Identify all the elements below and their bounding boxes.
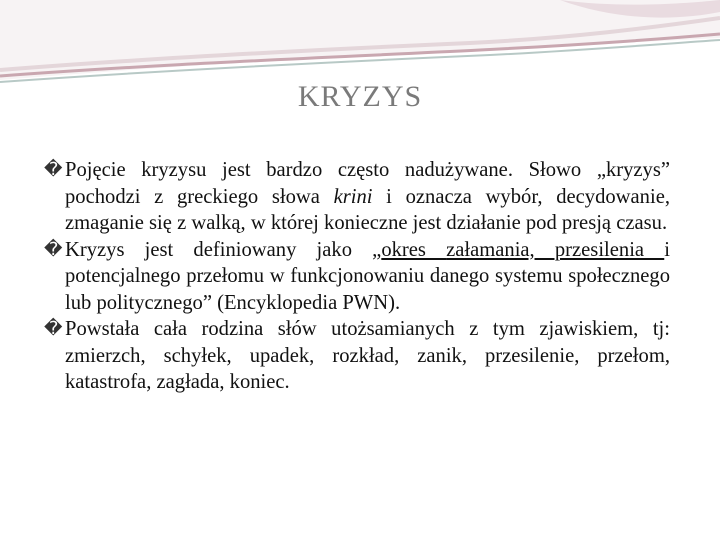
slide-title: KRYZYS [297,80,423,113]
bullet-paragraph [44,316,670,396]
paragraph-text: Pojęcie kryzysu jest bardzo często nadużywane. Słowo „kryzys” pochodzi z greckiego słowa [65,159,670,208]
bullet-glyph-icon: � [44,159,63,180]
paragraph-text: i potencjalnego przełomu w funkcjonowaniu danego systemu społecznego lub politycznego” (Encyklopedia PWN). [65,238,670,314]
paragraph-text: i oznacza wybór, decydowanie, zmaganie się z walką, w której konieczne jest działanie pod presją czasu. [65,185,670,234]
underlined-text: załamania, przesilenia [446,238,665,261]
bullet-paragraph [44,157,670,237]
underlined-text: okres [381,238,447,261]
paragraph-text: Kryzys jest definiowany jako „ [65,238,382,261]
paragraph-text: Powstała cała rodzina słów utożsamianych z tym zjawiskiem, tj: zmierzch, schyłek, upadek, rozkład, zanik, przesilenie, przełom, katastrofa, zagłada, koniec. [65,318,670,393]
header-wave-decoration [0,0,720,90]
bullet-paragraph [44,237,670,317]
slide-body [44,157,670,396]
italic-text: krini [333,185,373,208]
bullet-glyph-icon: � [44,238,63,260]
bullet-glyph-icon: � [44,318,63,339]
